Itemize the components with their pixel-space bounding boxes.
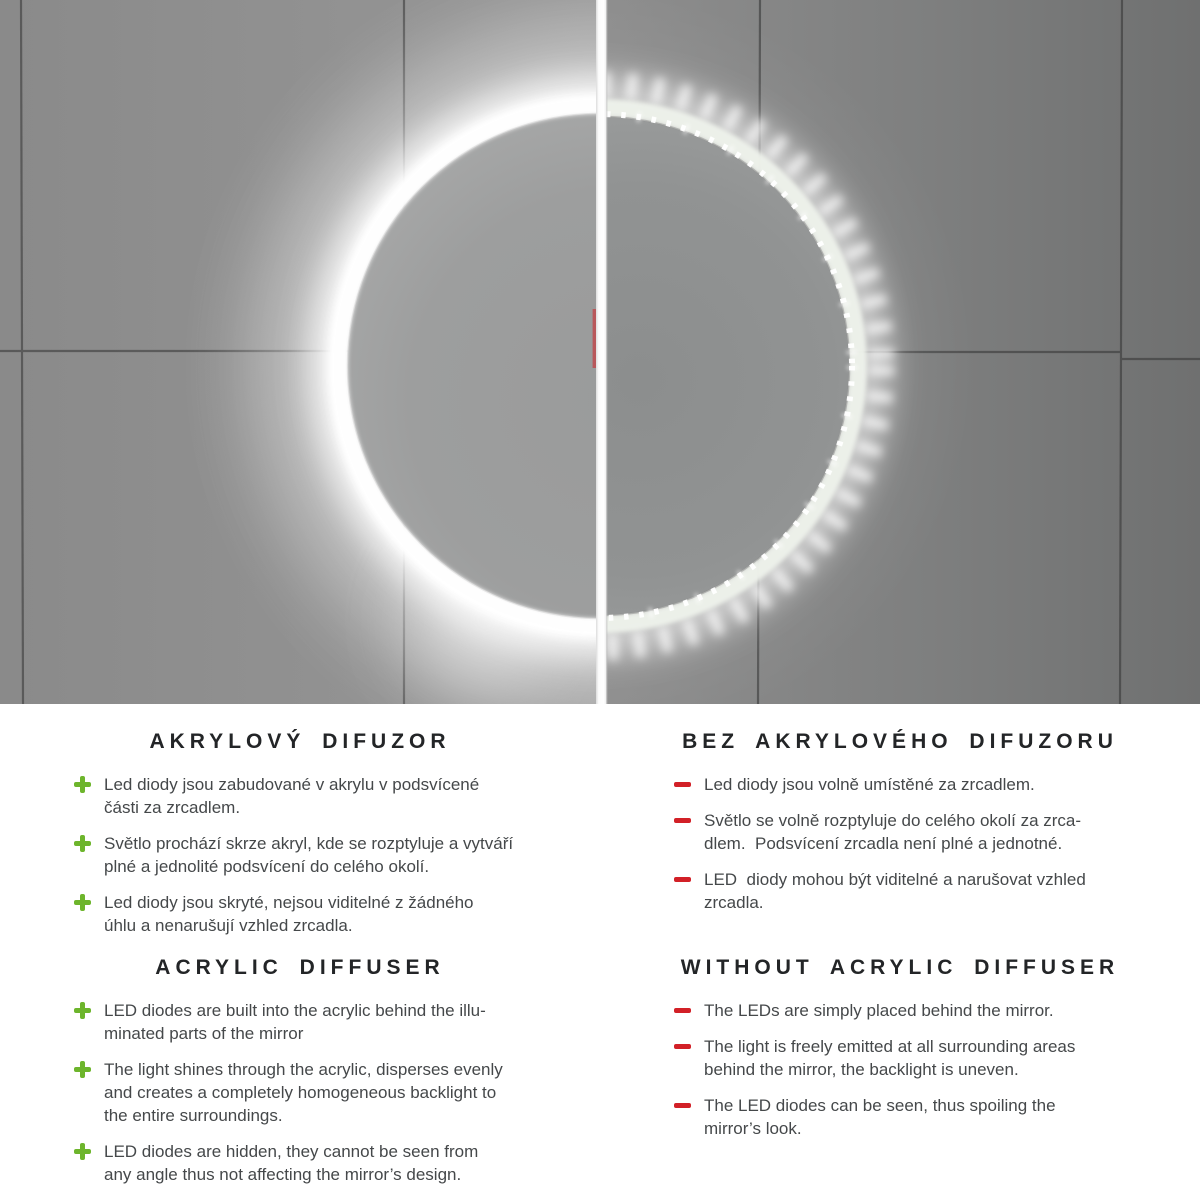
plus-icon xyxy=(74,1143,91,1160)
list-item xyxy=(660,868,1140,914)
bullet-line: Led diody jsou skryté, nejsou viditelné z žádného xyxy=(104,893,474,912)
minus-icon xyxy=(674,812,691,829)
minus-icon xyxy=(674,871,691,888)
list-item xyxy=(60,773,540,819)
bullet-line: LED diodes are hidden, they cannot be seen from xyxy=(104,1142,479,1161)
bullet-line: Světlo se volně rozptyluje do celého okolí za zrca- xyxy=(704,811,1082,830)
section-en-acrylic-diffuser xyxy=(60,956,540,1199)
list-item xyxy=(60,832,540,878)
list-item xyxy=(660,809,1140,855)
minus-icon xyxy=(674,776,691,793)
bullet-line: The light is freely emitted at all surrounding areas xyxy=(704,1037,1076,1056)
section-title: ACRYLIC DIFFUSER xyxy=(155,956,445,979)
section-cz-acrylic-diffuser xyxy=(60,730,540,950)
section-title: WITHOUT ACRYLIC DIFFUSER xyxy=(680,956,1120,979)
text-content xyxy=(0,704,1200,1200)
plus-icon xyxy=(74,1002,91,1019)
section-title: AKRYLOVÝ DIFUZOR xyxy=(149,730,451,753)
list-item xyxy=(60,1058,540,1127)
bullet-line: any angle thus not affecting the mirror’s design. xyxy=(104,1165,462,1184)
bullet-line: dlem. Podsvícení zrcadla není plné a jednotné. xyxy=(704,834,1063,853)
bullet-line: behind the mirror, the backlight is uneven. xyxy=(704,1060,1019,1079)
minus-icon xyxy=(674,1002,691,1019)
list-item xyxy=(60,999,540,1045)
bullet-line: plné a jednolité podsvícení do celého okolí. xyxy=(104,857,430,876)
list-item xyxy=(660,1094,1140,1140)
red-accent-line xyxy=(593,309,596,368)
bullet-line: části za zrcadlem. xyxy=(104,798,241,817)
list-item xyxy=(60,891,540,937)
divider-line xyxy=(596,0,607,704)
bullet-line: Světlo prochází skrze akryl, kde se rozptyluje a vytváří xyxy=(104,834,514,853)
list-item xyxy=(60,1140,540,1186)
bullet-line: The LED diodes can be seen, thus spoiling the xyxy=(704,1096,1056,1115)
section-cz-without-diffuser xyxy=(660,730,1140,927)
bullet-line: and creates a completely homogeneous backlight to xyxy=(104,1083,497,1102)
plus-icon xyxy=(74,894,91,911)
list-item xyxy=(660,1035,1140,1081)
plus-icon xyxy=(74,835,91,852)
minus-icon xyxy=(674,1097,691,1114)
bullet-line: LED diody mohou být viditelné a narušovat vzhled xyxy=(704,870,1086,889)
plus-icon xyxy=(74,776,91,793)
bullet-line: the entire surroundings. xyxy=(104,1106,283,1125)
divider-edge-shadow xyxy=(606,0,607,704)
section-title: BEZ AKRYLOVÉHO DIFUZORU xyxy=(682,730,1118,753)
bullet-line: The LEDs are simply placed behind the mirror. xyxy=(704,1001,1054,1020)
list-item xyxy=(660,773,1140,796)
bullet-line: mirror’s look. xyxy=(704,1119,802,1138)
bullet-line: úhlu a nenarušují vzhled zrcadla. xyxy=(104,916,353,935)
bullet-line: The light shines through the acrylic, disperses evenly xyxy=(104,1060,503,1079)
section-en-without-diffuser xyxy=(660,956,1140,1153)
plus-icon xyxy=(74,1061,91,1078)
list-item xyxy=(660,999,1140,1022)
bullet-line: Led diody jsou volně umístěné za zrcadlem. xyxy=(704,775,1035,794)
bullet-line: zrcadla. xyxy=(704,893,764,912)
minus-icon xyxy=(674,1038,691,1055)
bullet-line: Led diody jsou zabudované v akrylu v podsvícené xyxy=(104,775,480,794)
bullet-line: LED diodes are built into the acrylic behind the illu- xyxy=(104,1001,486,1020)
bullet-line: minated parts of the mirror xyxy=(104,1024,304,1043)
